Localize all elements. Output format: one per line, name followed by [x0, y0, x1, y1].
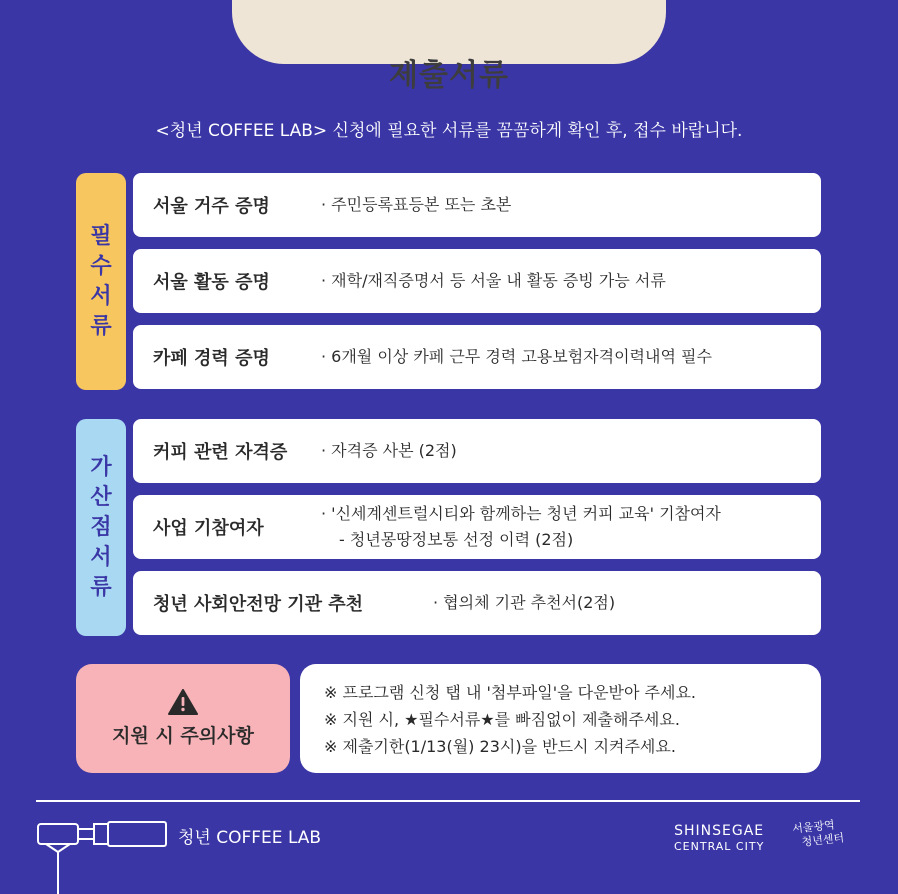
item-label: 커피 관련 자격증 [153, 442, 288, 463]
required-item-cafe-career [133, 325, 821, 389]
required-item-activity [133, 249, 821, 313]
caution-note: ※ 프로그램 신청 탭 내 '첨부파일'을 다운받아 주세요. [324, 683, 697, 702]
central-city-line: CENTRAL CITY [674, 840, 765, 853]
item-desc: · 6개월 이상 카페 근무 경력 고용보험자격이력내역 필수 [321, 347, 712, 366]
shinsegae-line: SHINSEGAE [674, 823, 765, 839]
required-label-char: 수 [90, 253, 112, 279]
item-desc: · 자격증 사본 (2점) [321, 441, 457, 460]
additional-item-recommendation [133, 571, 821, 635]
additional-label-char: 점 [90, 514, 112, 540]
additional-item-certificate [133, 419, 821, 483]
item-label: 서울 활동 증명 [153, 272, 270, 293]
caution-note: ※ 제출기한(1/13(월) 23시)을 반드시 지켜주세요. [324, 737, 676, 756]
required-label-char: 필 [90, 223, 112, 249]
caution-box [76, 664, 290, 773]
caution-notes [300, 664, 821, 773]
additional-docs-label [76, 419, 126, 636]
caution-note: ※ 지원 시, ★필수서류★를 빠짐없이 제출해주세요. [324, 710, 680, 729]
required-label-char: 서 [90, 283, 112, 309]
additional-label-char: 가 [90, 454, 112, 480]
footer-divider [36, 800, 860, 802]
item-label: 사업 기참여자 [153, 518, 264, 539]
coffee-lab-logo: 청년 COFFEE LAB [178, 828, 322, 848]
warning-icon [168, 689, 198, 715]
item-label: 청년 사회안전망 기관 추천 [153, 594, 364, 615]
shinsegae-logo [674, 823, 764, 855]
seoul-youth-center-logo [792, 817, 845, 850]
item-desc [321, 501, 721, 553]
portafilter-icon [36, 818, 172, 894]
item-label: 서울 거주 증명 [153, 196, 270, 217]
seoul-line: 서울광역 [791, 818, 836, 836]
item-desc-line: - 청년몽땅정보통 선정 이력 (2점) [339, 530, 574, 549]
additional-label-char: 류 [90, 574, 112, 600]
required-label-char: 류 [90, 313, 112, 339]
intro-text: <청년 COFFEE LAB> 신청에 필요한 서류를 꼼꼼하게 확인 후, 접수 바랍니다. [155, 121, 743, 141]
page-title: 제출서류 [389, 58, 509, 93]
item-desc: · 재학/재직증명서 등 서울 내 활동 증빙 가능 서류 [321, 271, 666, 290]
item-desc-line: · '신세계센트럴시티와 함께하는 청년 커피 교육' 기참여자 [321, 504, 721, 523]
additional-label-char: 산 [90, 484, 112, 510]
youth-center-line: 청년센터 [801, 831, 845, 849]
caution-title: 지원 시 주의사항 [112, 725, 254, 747]
additional-label-char: 서 [90, 544, 112, 570]
item-desc: · 협의체 기관 추천서(2점) [433, 593, 616, 612]
item-label: 카페 경력 증명 [153, 348, 270, 369]
item-desc: · 주민등록표등본 또는 초본 [321, 195, 512, 214]
required-item-residence [133, 173, 821, 237]
required-docs-label [76, 173, 126, 390]
additional-item-past-participant [133, 495, 821, 559]
